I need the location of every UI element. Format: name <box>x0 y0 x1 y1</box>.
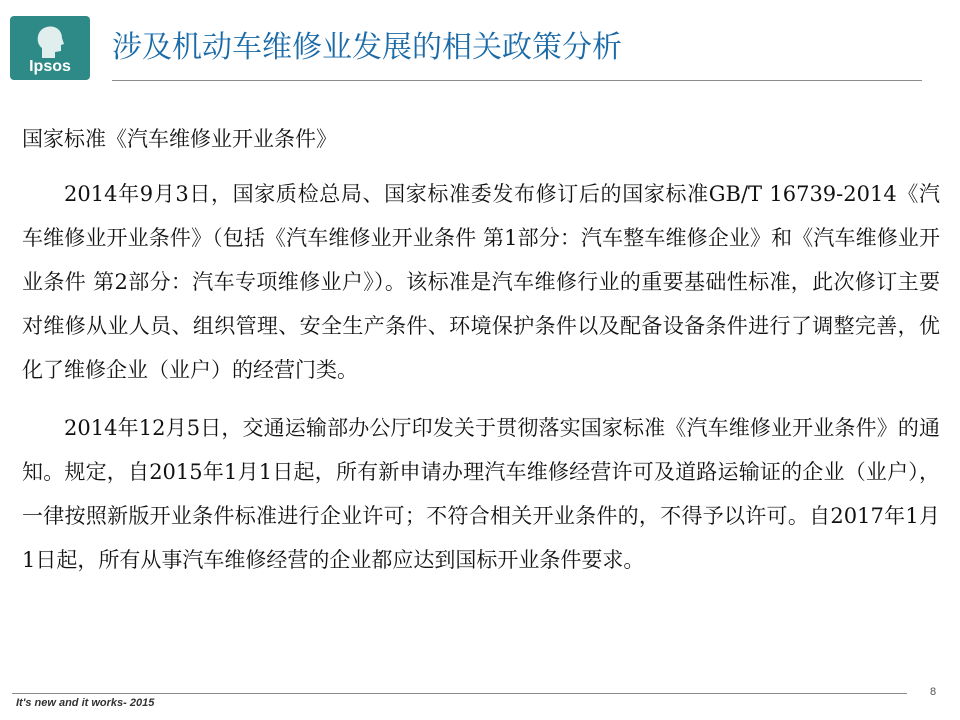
footer-tagline: It's new and it works- 2015 <box>16 697 155 709</box>
paragraph-1: 2014年9月3日，国家质检总局、国家标准委发布修订后的国家标准GB/T 16739-2014《汽车维修业开业条件》（包括《汽车维修业开业条件 第1部分：汽车整车维修企业》和《汽车维修业开业条件 第2部分：汽车专项维修业户》）。该标准是汽车维修行业的重要基础性标准，此次修订主要对维修从业人员、组织管理、安全生产条件、环境保护条件以及配备设备条件进行了调整完善，优化了维修企业（业户）的经营门类。 <box>22 182 940 382</box>
page-number: 8 <box>930 686 937 698</box>
title-divider <box>112 80 922 81</box>
body-content <box>22 118 940 596</box>
ipsos-logo <box>10 16 90 80</box>
paragraph-2: 2014年12月5日，交通运输部办公厅印发关于贯彻落实国家标准《汽车维修业开业条件》的通知。规定，自2015年1月1日起，所有新申请办理汽车维修经营许可及道路运输证的企业（业户），一律按照新版开业条件标准进行企业许可；不符合相关开业条件的，不得予以许可。自2017年1月1日起，所有从事汽车维修经营的企业都应达到国标开业条件要求。 <box>22 416 940 572</box>
logo-brand-text: Ipsos <box>29 58 71 75</box>
footer-divider <box>12 693 907 694</box>
ipsos-head-icon <box>30 22 68 60</box>
section-heading: 国家标准《汽车维修业开业条件》 <box>22 127 337 151</box>
page-title: 涉及机动车维修业发展的相关政策分析 <box>112 30 622 65</box>
